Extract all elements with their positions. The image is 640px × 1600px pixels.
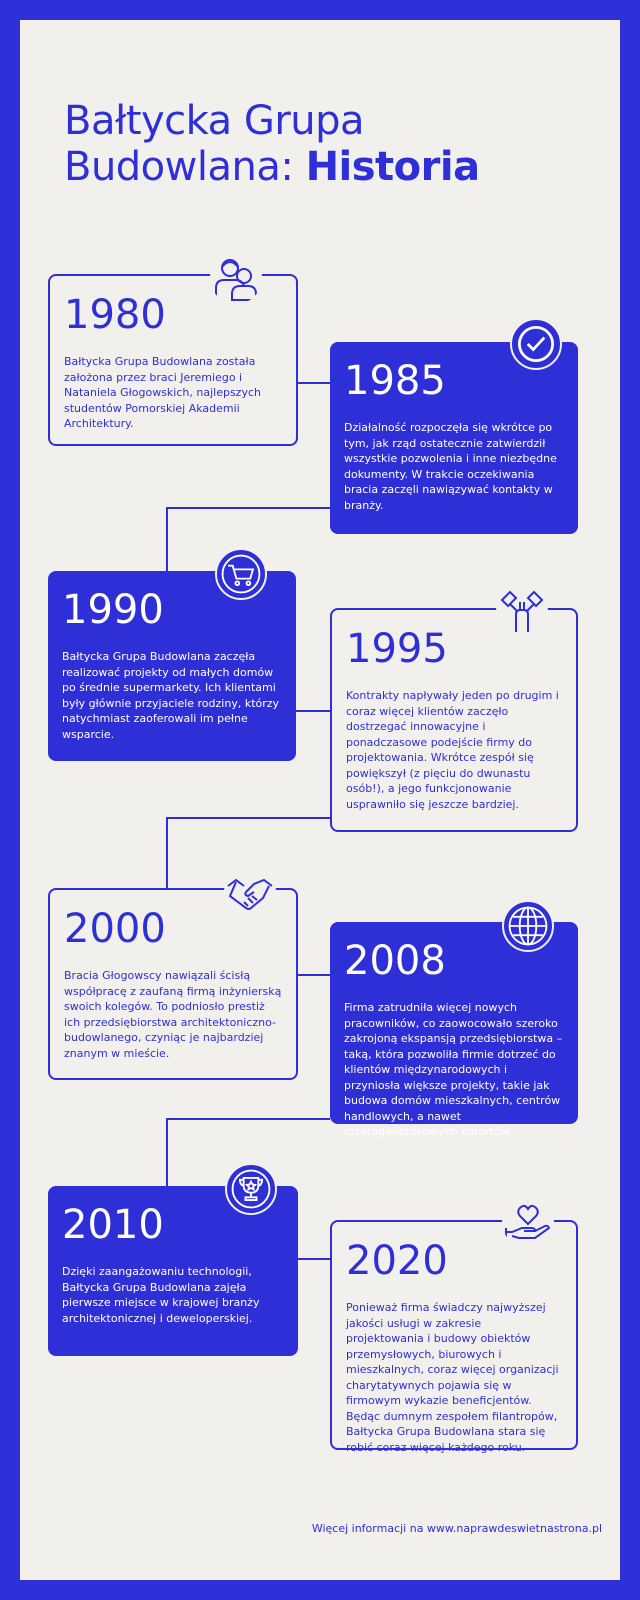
page-title — [64, 98, 480, 190]
connector-line — [166, 1118, 330, 1120]
event-description: Bałtycka Grupa Budowlana zaczęła realizować projekty od małych domów po średnie supermarkety. Ich klientami były głównie przyjaciele rodziny, którzy natychmiast zaoferowali im pełne wsparcie. — [62, 650, 280, 741]
checkmark-icon — [510, 318, 562, 370]
event-year: 2010 — [62, 1202, 164, 1248]
connector-line — [166, 817, 330, 819]
event-year: 2000 — [64, 906, 166, 952]
trophy-icon — [225, 1163, 277, 1215]
event-description: Kontrakty napływały jeden po drugim i coraz więcej klientów zaczęło dostrzegać innowacyjne i ponadczasowe podejście firmy do projektowania. Wkrótce zespół się powiększył (z pięciu do dwunastu osób!), a jego funkcjonowanie usprawniło się jeszcze bardziej. — [346, 689, 559, 811]
handshake-icon — [224, 866, 276, 918]
connector-line — [296, 382, 330, 384]
event-description: Firma zatrudniła więcej nowych pracowników, co zaowocowało szeroko zakrojoną ekspansją przedsiębiorstwa – taką, która pozwoliła firmie dotrzeć do klientów międzynarodowych i przyniosła większe projekty, takie jak budowa domów mieszkalnych, centrów handlowych, a nawet czterogwiazdkowych kurortów. — [344, 1001, 563, 1138]
event-description: Działalność rozpoczęła się wkrótce po tym, jak rząd ostatecznie zatwierdził wszystkie pozwolenia i inne niezbędne dokumenty. W trakcie oczekiwania bracia zaczęli nawiązywać kontakty w branży. — [344, 421, 557, 512]
event-description: Ponieważ firma świadczy najwyższej jakości usługi w zakresie projektowania i budowy obiektów przemysłowych, biurowych i mieszkalnych, coraz więcej organizacji charytatywnych pojawia się w firmowym wykazie beneficjentów. Będąc dumnym zespołem filantropów, Bałtycka Grupa Budowlana stara się robić coraz więcej każdego roku. — [346, 1301, 559, 1454]
shopping-cart-icon — [215, 548, 267, 600]
timeline-card-2008 — [330, 922, 578, 1138]
title-line-2: Budowlana: — [64, 144, 306, 190]
connector-line — [296, 710, 330, 712]
timeline-card-2000 — [48, 888, 298, 1080]
timeline-card-2020 — [330, 1220, 578, 1454]
event-year: 1980 — [64, 292, 166, 338]
heart-in-hand-icon — [502, 1196, 554, 1248]
connector-line — [296, 1258, 330, 1260]
event-description: Bracia Głogowscy nawiązali ścisłą współpracę z zaufaną firmą inżynierską swoich kolegów. To podniosło prestiż ich przedsiębiorstwa architektoniczno-budowlanego, czyniąc je najbardziej znanym w mieście. — [64, 969, 282, 1060]
title-highlight: Historia — [305, 144, 480, 190]
event-year: 1990 — [62, 587, 164, 633]
timeline-card-1985 — [330, 342, 578, 534]
people-icon — [210, 252, 262, 304]
globe-icon — [502, 900, 554, 952]
footer-more-info: Więcej informacji na www.naprawdeswietnastrona.pl — [311, 1522, 602, 1535]
event-year: 1995 — [346, 626, 448, 672]
connector-line — [166, 507, 168, 573]
timeline-card-1995 — [330, 608, 578, 832]
connector-line — [166, 507, 330, 509]
teamwork-hands-icon — [496, 586, 548, 638]
title-line-1: Bałtycka Grupa — [64, 98, 365, 144]
infographic-page — [20, 20, 620, 1580]
timeline-card-1990 — [48, 571, 296, 761]
event-year: 2008 — [344, 938, 446, 984]
event-description: Dzięki zaangażowaniu technologii, Bałtycka Grupa Budowlana zajęła pierwsze miejsce w krajowej branży architektonicznej i deweloperskiej. — [62, 1265, 260, 1325]
event-year: 2020 — [346, 1238, 448, 1284]
event-description: Bałtycka Grupa Budowlana została założona przez braci Jeremiego i Nataniela Głogowskich, najlepszych studentów Pomorskiej Akademii Architektury. — [64, 355, 261, 430]
timeline-card-1980 — [48, 274, 298, 446]
event-year: 1985 — [344, 358, 446, 404]
connector-line — [296, 974, 330, 976]
